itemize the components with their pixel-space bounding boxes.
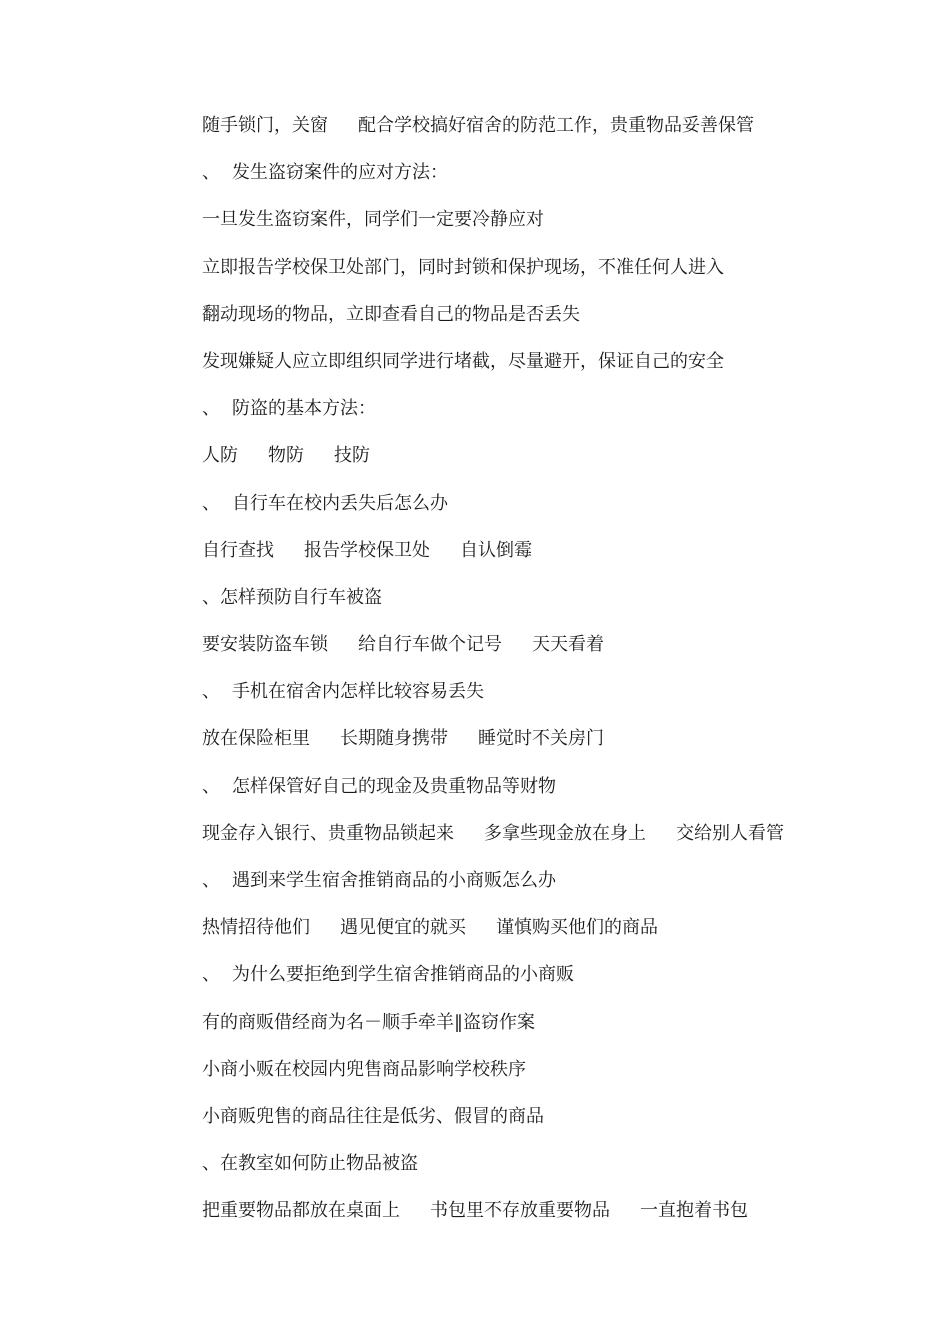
text-line (202, 297, 882, 344)
text-line (202, 250, 882, 297)
line-text: 小商贩兜售的商品往往是低劣、假冒的商品 (202, 1105, 544, 1127)
text-line (202, 202, 882, 249)
option-item: 多拿些现金放在身上 (484, 822, 646, 844)
heading-text: 遇到来学生宿舍推销商品的小商贩怎么办 (232, 870, 556, 891)
section-heading (202, 957, 882, 1004)
option-item: 要安装防盗车锁 (202, 634, 328, 656)
option-line (202, 533, 882, 580)
line-text: 、怎样预防自行车被盗 (202, 586, 382, 608)
option-item: 放在保险柜里 (202, 728, 310, 750)
heading-text: 自行车在校内丢失后怎么办 (232, 492, 448, 514)
line-text: 有的商贩借经商为名－顺手牵羊‖盗窃作案 (202, 1011, 535, 1033)
heading-text: 怎样保管好自己的现金及贵重物品等财物 (232, 775, 556, 797)
section-heading (202, 486, 882, 533)
line-text: 发现嫌疑人应立即组织同学进行堵截，尽量避开，保证自己的安全 (202, 350, 724, 372)
heading-text: 手机在宿舍内怎样比较容易丢失 (232, 681, 484, 703)
option-item: 给自行车做个记号 (358, 634, 502, 656)
option-item: 谨慎购买他们的商品 (496, 917, 658, 939)
option-item: 人防 (202, 445, 238, 467)
option-item: 长期随身携带 (340, 728, 448, 750)
option-item: 遇见便宜的就买 (340, 917, 466, 939)
section-heading (202, 391, 882, 438)
option-line (202, 108, 882, 155)
text-line (202, 1099, 882, 1146)
option-item: 一直抱着书包 (640, 1200, 748, 1222)
heading-text: 为什么要拒绝到学生宿舍推销商品的小商贩 (232, 964, 574, 986)
option-item: 书包里不存放重要物品 (430, 1200, 610, 1222)
heading-text: 发生盗窃案件的应对方法： (232, 162, 448, 184)
option-item: 热情招待他们 (202, 917, 310, 939)
heading-marker: 、 (202, 964, 220, 986)
option-item: 把重要物品都放在桌面上 (202, 1200, 400, 1222)
option-item: 物防 (268, 445, 304, 467)
heading-marker: 、 (202, 162, 220, 184)
option-item: 自行查找 (202, 539, 274, 561)
option-line (202, 1193, 882, 1240)
section-heading (202, 769, 882, 816)
option-line (202, 438, 882, 485)
heading-marker: 、 (202, 398, 220, 420)
option-line (202, 816, 882, 863)
text-line (202, 344, 882, 391)
heading-marker: 、 (202, 775, 220, 797)
heading-marker: 、 (202, 681, 220, 703)
option-line (202, 721, 882, 768)
option-item: 交给别人看管 (676, 822, 784, 844)
option-item: 技防 (334, 445, 370, 467)
text-line (202, 1005, 882, 1052)
option-item: 现金存入银行、贵重物品锁起来 (202, 822, 454, 844)
document-body (202, 108, 882, 1241)
section-heading (202, 863, 882, 910)
line-text: 、在教室如何防止物品被盗 (202, 1153, 418, 1175)
option-item: 随手锁门，关窗 (202, 115, 328, 136)
line-text: 翻动现场的物品，立即查看自己的物品是否丢失 (202, 303, 580, 325)
section-heading (202, 674, 882, 721)
heading-marker: 、 (202, 492, 220, 514)
option-item: 自认倒霉 (460, 539, 532, 561)
line-text: 立即报告学校保卫处部门，同时封锁和保护现场，不准任何人进入 (202, 256, 724, 278)
heading-text: 防盗的基本方法： (232, 398, 376, 420)
text-line (202, 1146, 882, 1193)
section-heading (202, 155, 882, 202)
option-line (202, 910, 882, 957)
heading-marker: 、 (202, 870, 220, 891)
line-text: 小商小贩在校园内兜售商品影响学校秩序 (202, 1058, 526, 1080)
line-text: 一旦发生盗窃案件，同学们一定要冷静应对 (202, 209, 544, 231)
option-line (202, 627, 882, 674)
option-item: 睡觉时不关房门 (478, 728, 604, 750)
option-item: 天天看着 (532, 634, 604, 656)
option-item: 配合学校搞好宿舍的防范工作，贵重物品妥善保管 (358, 115, 754, 136)
option-item: 报告学校保卫处 (304, 539, 430, 561)
text-line (202, 1052, 882, 1099)
text-line (202, 580, 882, 627)
